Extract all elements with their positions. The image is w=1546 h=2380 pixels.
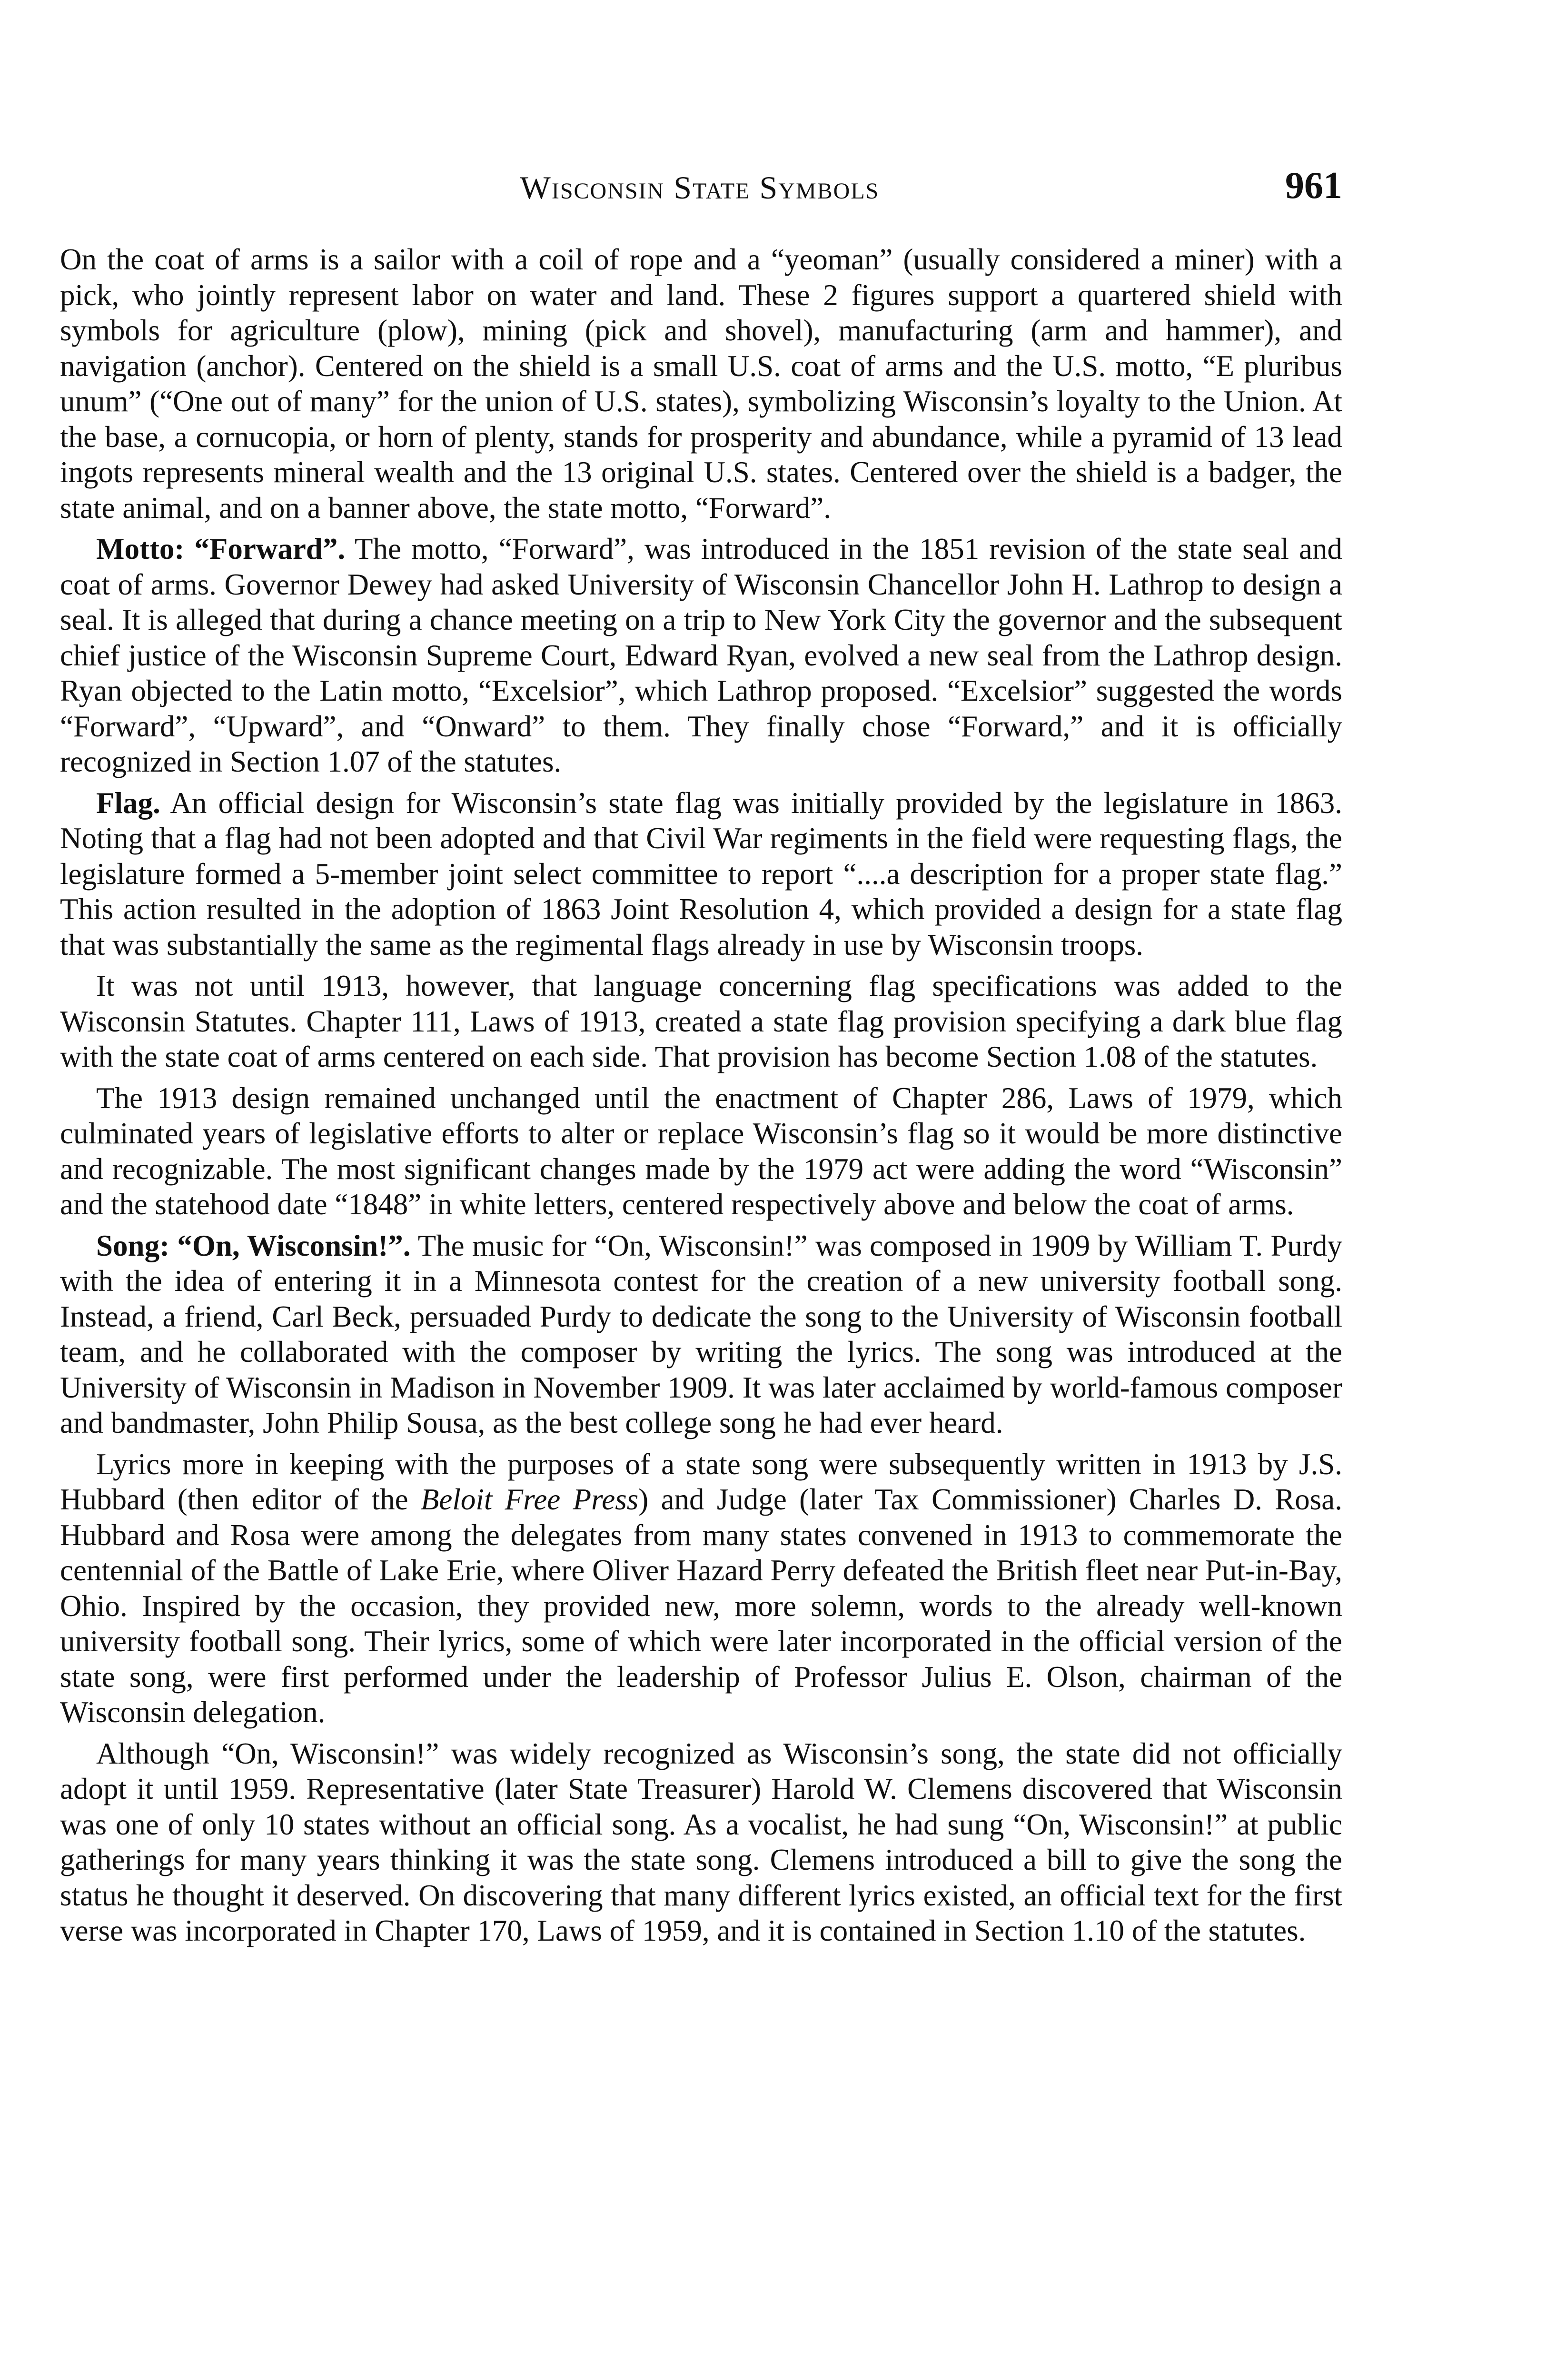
- section-heading-song: Song: “On, Wisconsin!”.: [96, 1229, 411, 1262]
- paragraph-text-continued: ) and Judge (later Tax Commissioner) Charles D. Rosa. Hubbard and Rosa were among the delegates from many states convened in 1913 to commemorate the centennial of the Battle of Lake Erie, where Oliver Hazard Perry defeated the British fleet near Put-in-Bay, Ohio. Inspired by the occasion, they provided new, more solemn, words to the already well-known university football song. Their lyrics, some of which were later incorporated in the official version of the state song, were first performed under the leadership of Professor Julius E. Olson, chairman of the Wisconsin delegation.: [60, 1483, 1343, 1729]
- paragraph-motto: [60, 531, 1342, 780]
- section-heading-motto: Motto: “Forward”.: [96, 532, 346, 565]
- paragraph-text: It was not until 1913, however, that language concerning flag specifications was added to the Wisconsin Statutes. Chapter 111, Laws of 1913, created a state flag provision specifying a dark blue flag with the state coat of arms centered on each side. That provision has become Section 1.08 of the statutes.: [60, 969, 1342, 1073]
- paragraph-song: [60, 1228, 1342, 1441]
- paragraph-lyrics: [60, 1447, 1342, 1730]
- paragraph-official-adoption: [60, 1736, 1342, 1949]
- publication-title: Beloit Free Press: [420, 1483, 639, 1516]
- section-heading-flag: Flag.: [96, 786, 160, 820]
- paragraph-text: An official design for Wisconsin’s state flag was initially provided by the legislature in 1863. Noting that a flag had not been adopted and that Civil War regiments in the field were requesting flags, the legislature formed a 5-member joint select committee to report “....a description for a proper state flag.” This action resulted in the adoption of 1863 Joint Resolution 4, which provided a design for a state flag that was substantially the same as the regimental flags already in use by Wisconsin troops.: [60, 786, 1342, 962]
- running-header: [57, 164, 1342, 217]
- running-title: Wisconsin State Symbols: [520, 169, 880, 206]
- paragraph-flag-1913: [60, 968, 1342, 1075]
- body-text: [60, 242, 1342, 1954]
- paragraph-text: The motto, “Forward”, was introduced in the 1851 revision of the state seal and coat of arms. Governor Dewey had asked University of Wisconsin Chancellor John H. Lathrop to design a seal. It is alleged that during a chance meeting on a trip to New York City the governor and the subsequent chief justice of the Wisconsin Supreme Court, Edward Ryan, evolved a new seal from the Lathrop design. Ryan objected to the Latin motto, “Excelsior”, which Lathrop proposed. “Excelsior” suggested the words “Forward”, “Upward”, and “Onward” to them. They finally chose “Forward,” and it is officially recognized in Section 1.07 of the statutes.: [60, 532, 1343, 778]
- paragraph-flag-1979: [60, 1081, 1342, 1222]
- paragraph-text: Lyrics more in keeping with the purposes of a state song were subsequently written in 1913 by J.S. Hubbard (then editor of the: [60, 1447, 1342, 1516]
- paragraph-text: The music for “On, Wisconsin!” was composed in 1909 by William T. Purdy with the idea of entering it in a Minnesota contest for the creation of a new university football song. Instead, a friend, Carl Beck, persuaded Purdy to dedicate the song to the University of Wisconsin football team, and he collaborated with the composer by writing the lyrics. The song was introduced at the University of Wisconsin in Madison in November 1909. It was later acclaimed by world-famous composer and bandmaster, John Philip Sousa, as the best college song he had ever heard.: [60, 1229, 1342, 1439]
- paragraph-coat-of-arms: [60, 242, 1342, 526]
- paragraph-text: The 1913 design remained unchanged until the enactment of Chapter 286, Laws of 1979, which culminated years of legislative efforts to alter or replace Wisconsin’s flag so it would be more distinctive and recognizable. The most significant changes made by the 1979 act were adding the word “Wisconsin” and the statehood date “1848” in white letters, centered respectively above and below the coat of arms.: [60, 1081, 1342, 1221]
- paragraph-text: Although “On, Wisconsin!” was widely recognized as Wisconsin’s song, the state did not officially adopt it until 1959. Representative (later State Treasurer) Harold W. Clemens discovered that Wisconsin was one of only 10 states without an official song. As a vocalist, he had sung “On, Wisconsin!” at public gatherings for many years thinking it was the state song. Clemens introduced a bill to give the song the status he thought it deserved. On discovering that many different lyrics existed, an official text for the first verse was incorporated in Chapter 170, Laws of 1959, and it is contained in Section 1.10 of the statutes.: [60, 1736, 1342, 1947]
- paragraph-flag: [60, 785, 1342, 963]
- paragraph-text: On the coat of arms is a sailor with a coil of rope and a “yeoman” (usually considered a miner) with a pick, who jointly represent labor on water and land. These 2 figures support a quartered shield with symbols for agriculture (plow), mining (pick and shovel), manufacturing (arm and hammer), and navigation (anchor). Centered on the shield is a small U.S. coat of arms and the U.S. motto, “E pluribus unum” (“One out of many” for the union of U.S. states), symbolizing Wisconsin’s loyalty to the Union. At the base, a cornucopia, or horn of plenty, stands for prosperity and abundance, while a pyramid of 13 lead ingots represents mineral wealth and the 13 original U.S. states. Centered over the shield is a badger, the state animal, and on a banner above, the state motto, “Forward”.: [60, 243, 1342, 525]
- page-number: 961: [1285, 165, 1342, 207]
